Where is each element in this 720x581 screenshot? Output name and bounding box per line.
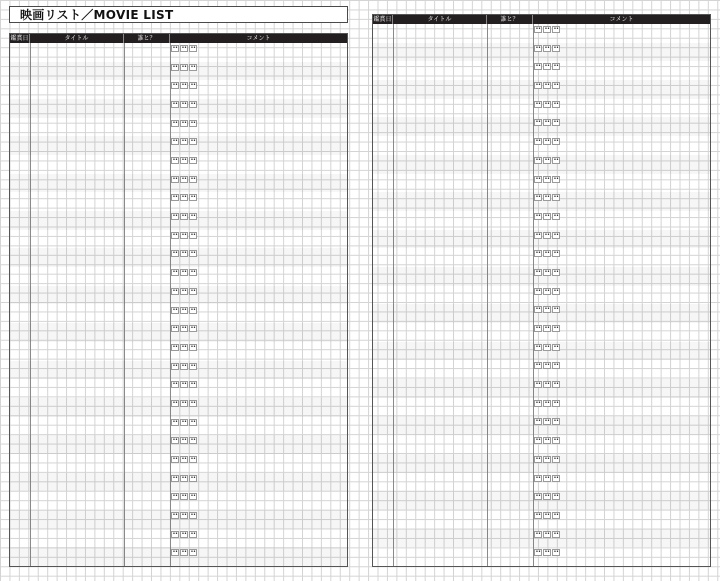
rating-boxes[interactable]: [171, 381, 197, 388]
rating-box[interactable]: ••: [544, 381, 550, 388]
rating-box[interactable]: ••: [172, 287, 178, 294]
rating-box[interactable]: ••: [172, 530, 178, 537]
rating-box[interactable]: ••: [535, 100, 541, 107]
rating-boxes[interactable]: [171, 531, 197, 538]
rating-box[interactable]: ••: [544, 287, 550, 294]
rating-box[interactable]: ••: [190, 138, 196, 145]
rating-box[interactable]: ••: [172, 231, 178, 238]
rating-box[interactable]: ••: [535, 138, 541, 145]
rating-box[interactable]: ••: [181, 157, 187, 164]
rating-box[interactable]: ••: [553, 362, 559, 369]
rating-box[interactable]: ••: [544, 530, 550, 537]
rating-box[interactable]: ••: [172, 511, 178, 518]
rating-box[interactable]: ••: [544, 325, 550, 332]
column-header-date: 鑑賞日: [10, 35, 29, 42]
rating-boxes[interactable]: [534, 250, 560, 257]
rating-box[interactable]: ••: [553, 250, 559, 257]
rating-box[interactable]: ••: [544, 511, 550, 518]
rating-boxes[interactable]: [534, 194, 560, 201]
rating-box[interactable]: ••: [190, 530, 196, 537]
column-header-row: [10, 34, 347, 43]
rating-box[interactable]: ••: [553, 194, 559, 201]
rating-box[interactable]: ••: [553, 399, 559, 406]
rating-boxes[interactable]: [534, 288, 560, 295]
rating-box[interactable]: ••: [172, 549, 178, 556]
rating-boxes[interactable]: [534, 138, 560, 145]
rating-box[interactable]: ••: [190, 287, 196, 294]
page-title: 映画リスト／MOVIE LIST: [20, 8, 174, 22]
rating-boxes[interactable]: [534, 101, 560, 108]
rating-box[interactable]: ••: [535, 82, 541, 89]
rating-box[interactable]: ••: [544, 156, 550, 163]
rating-box[interactable]: ••: [172, 213, 178, 220]
rating-box[interactable]: ••: [172, 381, 178, 388]
rating-box[interactable]: ••: [190, 213, 196, 220]
rating-boxes[interactable]: [534, 493, 560, 500]
rating-boxes[interactable]: [171, 194, 197, 201]
rating-box[interactable]: ••: [535, 306, 541, 313]
rating-boxes[interactable]: [534, 325, 560, 332]
rating-box[interactable]: ••: [535, 325, 541, 332]
rating-boxes[interactable]: [171, 45, 197, 52]
rating-boxes[interactable]: [171, 512, 197, 519]
rating-box[interactable]: ••: [535, 156, 541, 163]
rating-box[interactable]: ••: [553, 455, 559, 462]
column-header-title: タイトル: [30, 34, 124, 43]
rating-box[interactable]: ••: [190, 175, 196, 182]
rating-box[interactable]: ••: [181, 194, 187, 201]
rating-box[interactable]: ••: [181, 437, 187, 444]
rating-box[interactable]: ••: [553, 511, 559, 518]
rating-box[interactable]: ••: [535, 549, 541, 556]
rating-boxes[interactable]: [534, 549, 560, 556]
rating-box[interactable]: ••: [172, 493, 178, 500]
rating-boxes[interactable]: [171, 82, 197, 89]
rating-box[interactable]: ••: [553, 26, 559, 32]
rating-box[interactable]: ••: [553, 306, 559, 313]
rating-boxes[interactable]: [171, 232, 197, 239]
rating-boxes[interactable]: [534, 400, 560, 407]
rating-boxes[interactable]: [171, 344, 197, 351]
rating-box[interactable]: ••: [535, 287, 541, 294]
column-header-row: [373, 15, 710, 24]
rating-box[interactable]: ••: [535, 119, 541, 126]
rating-box[interactable]: ••: [181, 474, 187, 481]
rating-boxes[interactable]: [171, 138, 197, 145]
rating-box[interactable]: ••: [181, 306, 187, 313]
rating-box[interactable]: ••: [553, 119, 559, 126]
rating-box[interactable]: ••: [190, 194, 196, 201]
rating-box[interactable]: ••: [553, 530, 559, 537]
rating-box[interactable]: ••: [535, 530, 541, 537]
rating-boxes[interactable]: [534, 26, 560, 33]
rating-box[interactable]: ••: [535, 399, 541, 406]
rating-box[interactable]: ••: [553, 493, 559, 500]
rating-boxes[interactable]: [534, 531, 560, 538]
rating-box[interactable]: ••: [544, 399, 550, 406]
rating-boxes[interactable]: [171, 288, 197, 295]
rating-box[interactable]: ••: [544, 362, 550, 369]
rating-boxes[interactable]: [534, 213, 560, 220]
rating-boxes[interactable]: [534, 63, 560, 70]
rating-box[interactable]: ••: [172, 325, 178, 332]
rating-boxes[interactable]: [171, 549, 197, 556]
rating-box[interactable]: ••: [535, 437, 541, 444]
rating-box[interactable]: ••: [181, 231, 187, 238]
rating-boxes[interactable]: [534, 232, 560, 239]
rating-box[interactable]: ••: [553, 325, 559, 332]
rating-box[interactable]: ••: [535, 250, 541, 257]
rating-box[interactable]: ••: [553, 175, 559, 182]
rating-box[interactable]: ••: [535, 474, 541, 481]
rating-box[interactable]: ••: [190, 63, 196, 70]
rating-box[interactable]: ••: [535, 418, 541, 425]
rating-box[interactable]: ••: [544, 549, 550, 556]
rating-boxes[interactable]: [171, 456, 197, 463]
rating-box[interactable]: ••: [172, 343, 178, 350]
rating-box[interactable]: ••: [535, 231, 541, 238]
rating-box[interactable]: ••: [190, 343, 196, 350]
rating-box[interactable]: ••: [172, 455, 178, 462]
rating-box[interactable]: ••: [535, 26, 541, 32]
rating-box[interactable]: ••: [172, 250, 178, 257]
rating-box[interactable]: ••: [181, 45, 187, 51]
rating-box[interactable]: ••: [190, 269, 196, 276]
rating-box[interactable]: ••: [544, 44, 550, 51]
rating-box[interactable]: ••: [535, 343, 541, 350]
rating-box[interactable]: ••: [535, 175, 541, 182]
rating-box[interactable]: ••: [181, 362, 187, 369]
rating-box[interactable]: ••: [181, 175, 187, 182]
rating-boxes[interactable]: [171, 419, 197, 426]
rating-boxes[interactable]: [171, 101, 197, 108]
rating-box[interactable]: ••: [190, 474, 196, 481]
rating-box[interactable]: ••: [535, 212, 541, 219]
rating-box[interactable]: ••: [544, 82, 550, 89]
rating-boxes[interactable]: [171, 213, 197, 220]
movie-list-right-sheet: [372, 14, 711, 567]
rating-box[interactable]: ••: [190, 82, 196, 89]
rating-box[interactable]: ••: [544, 212, 550, 219]
rating-box[interactable]: ••: [544, 100, 550, 107]
rating-box[interactable]: ••: [535, 511, 541, 518]
rating-box[interactable]: ••: [535, 44, 541, 51]
rating-box[interactable]: ••: [553, 212, 559, 219]
rating-boxes[interactable]: [534, 362, 560, 369]
rating-boxes[interactable]: [534, 475, 560, 482]
rating-boxes[interactable]: [171, 493, 197, 500]
rating-box[interactable]: ••: [553, 82, 559, 89]
column-header-title: タイトル: [393, 15, 487, 24]
rating-box[interactable]: ••: [190, 549, 196, 556]
rating-box[interactable]: ••: [190, 231, 196, 238]
rating-box[interactable]: ••: [544, 474, 550, 481]
rating-boxes[interactable]: [171, 475, 197, 482]
column-header-with: 誰と？: [124, 34, 170, 43]
list-body: [10, 43, 347, 566]
rating-boxes[interactable]: [171, 307, 197, 314]
rating-box[interactable]: ••: [181, 530, 187, 537]
rating-boxes[interactable]: [534, 381, 560, 388]
rating-box[interactable]: ••: [181, 493, 187, 500]
rating-box[interactable]: ••: [553, 63, 559, 70]
rating-box[interactable]: ••: [172, 194, 178, 201]
rating-box[interactable]: ••: [181, 101, 187, 108]
rating-box[interactable]: ••: [535, 493, 541, 500]
rating-box[interactable]: ••: [544, 437, 550, 444]
rating-box[interactable]: ••: [544, 455, 550, 462]
rating-boxes[interactable]: [171, 437, 197, 444]
rating-box[interactable]: ••: [181, 511, 187, 518]
rating-boxes[interactable]: [534, 119, 560, 126]
rating-box[interactable]: ••: [181, 549, 187, 556]
rating-box[interactable]: ••: [535, 362, 541, 369]
rating-box[interactable]: ••: [172, 138, 178, 145]
rating-box[interactable]: ••: [181, 82, 187, 89]
column-divider: [487, 24, 488, 566]
rating-box[interactable]: ••: [172, 82, 178, 89]
rating-box[interactable]: ••: [181, 250, 187, 257]
rating-boxes[interactable]: [534, 306, 560, 313]
rating-box[interactable]: ••: [544, 63, 550, 70]
rating-box[interactable]: ••: [553, 343, 559, 350]
rating-box[interactable]: ••: [190, 101, 196, 108]
page-title-box: [9, 6, 348, 23]
rating-box[interactable]: ••: [544, 418, 550, 425]
rating-box[interactable]: ••: [544, 119, 550, 126]
rating-box[interactable]: ••: [544, 493, 550, 500]
rating-boxes[interactable]: [534, 344, 560, 351]
rating-box[interactable]: ••: [181, 343, 187, 350]
column-header-date: 鑑賞日: [373, 16, 392, 23]
rating-box[interactable]: ••: [172, 306, 178, 313]
rating-box[interactable]: ••: [190, 306, 196, 313]
rating-box[interactable]: ••: [544, 231, 550, 238]
rating-box[interactable]: ••: [535, 268, 541, 275]
rating-box[interactable]: ••: [553, 381, 559, 388]
rating-box[interactable]: ••: [544, 343, 550, 350]
rating-box[interactable]: ••: [190, 511, 196, 518]
rating-box[interactable]: ••: [172, 45, 178, 51]
rating-boxes[interactable]: [534, 456, 560, 463]
rating-boxes[interactable]: [534, 82, 560, 89]
rating-box[interactable]: ••: [181, 287, 187, 294]
column-header-comment: コメント: [246, 35, 271, 42]
movie-list-left-sheet: [9, 33, 348, 567]
rating-box[interactable]: ••: [190, 493, 196, 500]
rating-box[interactable]: ••: [544, 26, 550, 32]
rating-box[interactable]: ••: [181, 455, 187, 462]
rating-box[interactable]: ••: [172, 418, 178, 425]
rating-boxes[interactable]: [171, 269, 197, 276]
rating-boxes[interactable]: [534, 512, 560, 519]
rating-box[interactable]: ••: [544, 194, 550, 201]
rating-box[interactable]: ••: [190, 45, 196, 51]
rating-boxes[interactable]: [171, 250, 197, 257]
rating-box[interactable]: ••: [553, 268, 559, 275]
rating-box[interactable]: ••: [172, 175, 178, 182]
rating-box[interactable]: ••: [172, 437, 178, 444]
rating-box[interactable]: ••: [181, 399, 187, 406]
rating-box[interactable]: ••: [535, 381, 541, 388]
rating-box[interactable]: ••: [535, 63, 541, 70]
rating-box[interactable]: ••: [553, 287, 559, 294]
rating-box[interactable]: ••: [553, 231, 559, 238]
rating-box[interactable]: ••: [535, 194, 541, 201]
rating-box[interactable]: ••: [544, 268, 550, 275]
rating-box[interactable]: ••: [172, 474, 178, 481]
rating-boxes[interactable]: [171, 64, 197, 71]
rating-box[interactable]: ••: [172, 269, 178, 276]
rating-box[interactable]: ••: [172, 101, 178, 108]
rating-box[interactable]: ••: [553, 138, 559, 145]
rating-box[interactable]: ••: [181, 119, 187, 126]
rating-box[interactable]: ••: [181, 63, 187, 70]
column-divider: [393, 24, 394, 566]
rating-boxes[interactable]: [534, 157, 560, 164]
rating-boxes[interactable]: [534, 437, 560, 444]
rating-box[interactable]: ••: [181, 381, 187, 388]
rating-box[interactable]: ••: [172, 157, 178, 164]
rating-boxes[interactable]: [534, 176, 560, 183]
rating-box[interactable]: ••: [181, 269, 187, 276]
list-body: [373, 24, 710, 566]
rating-box[interactable]: ••: [190, 455, 196, 462]
rating-box[interactable]: ••: [190, 119, 196, 126]
rating-boxes[interactable]: [171, 157, 197, 164]
rating-boxes[interactable]: [534, 418, 560, 425]
rating-box[interactable]: ••: [190, 437, 196, 444]
rating-boxes[interactable]: [171, 120, 197, 127]
rating-box[interactable]: ••: [190, 362, 196, 369]
column-header-comment: コメント: [609, 16, 634, 23]
rating-boxes[interactable]: [171, 325, 197, 332]
rating-box[interactable]: ••: [190, 250, 196, 257]
rating-box[interactable]: ••: [544, 175, 550, 182]
rating-box[interactable]: ••: [181, 138, 187, 145]
rating-box[interactable]: ••: [190, 418, 196, 425]
rating-box[interactable]: ••: [190, 399, 196, 406]
rating-box[interactable]: ••: [181, 418, 187, 425]
rating-boxes[interactable]: [171, 176, 197, 183]
rating-box[interactable]: ••: [535, 455, 541, 462]
rating-boxes[interactable]: [171, 363, 197, 370]
rating-box[interactable]: ••: [553, 474, 559, 481]
rating-box[interactable]: ••: [172, 119, 178, 126]
rating-boxes[interactable]: [534, 45, 560, 52]
rating-box[interactable]: ••: [553, 156, 559, 163]
rating-box[interactable]: ••: [190, 325, 196, 332]
rating-boxes[interactable]: [171, 400, 197, 407]
rating-box[interactable]: ••: [544, 250, 550, 257]
rating-box[interactable]: ••: [544, 138, 550, 145]
rating-box[interactable]: ••: [553, 418, 559, 425]
rating-box[interactable]: ••: [190, 381, 196, 388]
rating-box[interactable]: ••: [544, 306, 550, 313]
rating-box[interactable]: ••: [190, 157, 196, 164]
rating-box[interactable]: ••: [172, 63, 178, 70]
column-header-with: 誰と？: [487, 15, 533, 24]
rating-box[interactable]: ••: [172, 362, 178, 369]
rating-boxes[interactable]: [534, 269, 560, 276]
rating-box[interactable]: ••: [553, 44, 559, 51]
rating-box[interactable]: ••: [553, 549, 559, 556]
rating-box[interactable]: ••: [553, 100, 559, 107]
rating-box[interactable]: ••: [181, 325, 187, 332]
rating-box[interactable]: ••: [553, 437, 559, 444]
rating-box[interactable]: ••: [181, 213, 187, 220]
rating-box[interactable]: ••: [172, 399, 178, 406]
